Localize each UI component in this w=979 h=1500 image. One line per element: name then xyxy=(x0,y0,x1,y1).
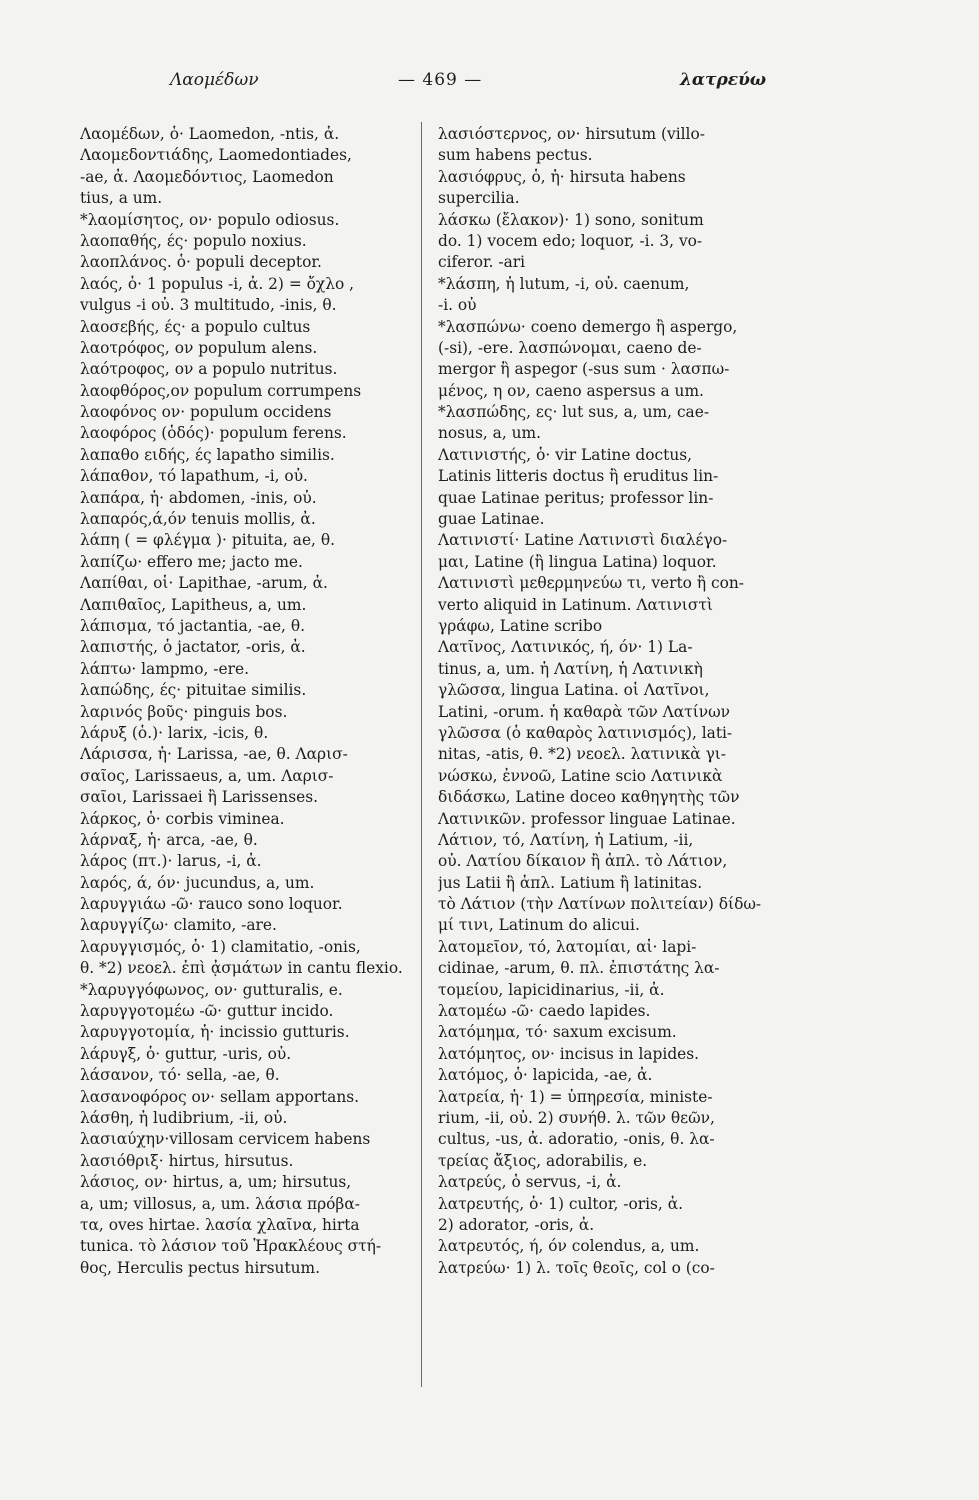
entry-line: *λασπώδης, ες· lut sus, a, um, cae- xyxy=(438,403,710,422)
page-number: — 469 — xyxy=(398,70,483,90)
entry-line: λαπαρός,ά,όν tenuis mollis, ἀ. xyxy=(80,510,316,529)
entry-line: Λατῖνος, Λατινικός, ή, όν· 1) La- xyxy=(438,638,693,657)
entry-line: λαπαθο ειδής, ές lapatho similis. xyxy=(80,445,335,464)
entry-line: λατρεύω· 1) λ. τοῖς θεοῖς, col o (co- xyxy=(438,1258,715,1277)
entry-line: λάσιος, ον· hirtus, a, um; hirsutus, xyxy=(80,1173,352,1192)
entry-line: λαπιστής, ὁ jactator, -oris, ἀ. xyxy=(80,638,306,657)
entry-line: λαότροφος, ον a populo nutritus. xyxy=(80,360,338,379)
entry-line: λαρυγγοτομία, ἡ· incissio gutturis. xyxy=(80,1023,350,1042)
entry-line: λάσθη, ἡ ludibrium, -ii, οὐ. xyxy=(80,1108,288,1127)
entry-line: Λατινιστὶ μεθερμηνεύω τι, verto ἢ con- xyxy=(438,574,744,593)
entry-line: tius, a um. xyxy=(80,189,163,208)
entry-line: Λαομεδοντιάδης, Laomedontiades, xyxy=(80,146,352,165)
entry-line: mergor ἢ aspegor (-sus sum · λασπω- xyxy=(438,360,730,379)
entry-line: λασανοφόρος ον· sellam apportans. xyxy=(80,1087,360,1106)
entry-line: Latini, -orum. ἡ καθαρὰ τῶν Λατίνων xyxy=(438,702,730,721)
entry-line: λαρινός βοῦς· pinguis bos. xyxy=(80,702,288,721)
entry-line: λαοσεβής, ές· a populo cultus xyxy=(80,317,311,336)
entry-line: λάρος (πτ.)· larus, -i, ἀ. xyxy=(80,852,262,871)
entry-line: λατρευτός, ή, όν colendus, a, um. xyxy=(438,1237,700,1256)
entry-line: (-si), -ere. λασπώνομαι, caeno de- xyxy=(438,338,702,357)
entry-line: Λαπιθαῖος, Lapitheus, a, um. xyxy=(80,595,307,614)
entry-line: 2) adorator, -oris, ἀ. xyxy=(438,1215,595,1234)
entry-line: λάσανον, τό· sella, -ae, θ. xyxy=(80,1066,280,1085)
entry-line: λατόμημα, τό· saxum excisum. xyxy=(438,1023,677,1042)
entry-line: Λατινικῶν. professor linguae Latinae. xyxy=(438,809,736,828)
entry-line: supercilia. xyxy=(438,189,520,208)
entry-line: λαοφθόρος,ον populum corrumpens xyxy=(80,381,362,400)
entry-line: Λατινιστί· Latine Λατινιστὶ διαλέγο- xyxy=(438,531,728,550)
entry-line: *λαρυγγόφωνος, ον· gutturalis, e. xyxy=(80,980,343,999)
entry-line: guae Latinae. xyxy=(438,510,545,529)
entry-line: jus Latii ἢ ἁπλ. Latium ἢ latinitas. xyxy=(438,873,703,892)
entry-line: μί τινι, Latinum do alicui. xyxy=(438,916,640,935)
entry-line: λαρυγγοτομέω -ῶ· guttur incido. xyxy=(80,1002,334,1021)
entry-line: γλῶσσα, lingua Latina. οἱ Λατῖνοι, xyxy=(438,681,710,700)
entry-line: λαρυγγιάω -ῶ· rauco sono loquor. xyxy=(80,895,343,914)
entry-line: λάσκω (ἔλακον)· 1) sono, sonitum xyxy=(438,210,704,229)
entry-line: λατομεῖον, τό, λατομίαι, αἱ· lapi- xyxy=(438,937,697,956)
entry-line: -i. οὐ xyxy=(438,296,477,315)
entry-line: λατομέω -ῶ· caedo lapides. xyxy=(438,1002,651,1021)
entry-line: τα, oves hirtae. λασία χλαῖνα, hirta xyxy=(80,1215,360,1234)
entry-line: λατρεία, ἡ· 1) = ὑπηρεσία, ministe- xyxy=(438,1087,713,1106)
page-header xyxy=(0,70,979,100)
entry-line: σαῖος, Larissaeus, a, um. Λαρισ- xyxy=(80,766,334,785)
entry-line: tunica. τὸ λάσιον τοῦ Ἡρακλέους στή- xyxy=(80,1237,382,1256)
entry-line: λαοπλάνος. ὁ· populi deceptor. xyxy=(80,253,322,272)
entry-line: λάπη ( = φλέγμα )· pituita, ae, θ. xyxy=(80,531,336,550)
entry-line: λασιαύχην·villosam cervicem habens xyxy=(80,1130,371,1149)
entry-line: τομείου, lapicidinarius, -ii, ἀ. xyxy=(438,980,665,999)
entry-line: Λάτιον, τό, Λατίνη, ἡ Latium, -ii, xyxy=(438,830,694,849)
entry-line: νώσκω, ἐννοῶ, Latine scio Λατινικὰ xyxy=(438,766,723,785)
entry-line: λασιόθριξ· hirtus, hirsutus. xyxy=(80,1151,294,1170)
entry-line: λάπτω· lampmo, -ere. xyxy=(80,659,249,678)
entry-line: μαι, Latine (ἢ lingua Latina) loquor. xyxy=(438,552,717,571)
entry-line: λαοφόρος (ὁδός)· populum ferens. xyxy=(80,424,347,443)
right-column xyxy=(438,124,836,1279)
entry-line: Λαπίθαι, οἱ· Lapithae, -arum, ἀ. xyxy=(80,574,328,593)
entry-line: λαοπαθής, ές· populo noxius. xyxy=(80,231,307,250)
entry-line: Λαομέδων, ὁ· Laomedon, -ntis, ἀ. xyxy=(80,125,340,143)
entry-line: -ae, ἀ. Λαομεδόντιος, Laomedon xyxy=(80,167,334,186)
entry-line: λαός, ὁ· 1 populus -i, ἀ. 2) = ὄχλο , xyxy=(80,274,355,293)
entry-line: a, um; villosus, a, um. λάσια πρόβα- xyxy=(80,1194,360,1213)
entry-line: λαπάρα, ἡ· abdomen, -inis, οὐ. xyxy=(80,488,317,507)
entry-line: quae Latinae peritus; professor lin- xyxy=(438,488,714,507)
entry-line: rium, -ii, οὐ. 2) συνήθ. λ. τῶν θεῶν, xyxy=(438,1108,715,1127)
entry-line: διδάσκω, Latine doceo καθηγητὴς τῶν xyxy=(438,788,740,807)
entry-line: μένος, η ον, caeno aspersus a um. xyxy=(438,381,704,400)
entry-line: nitas, -atis, θ. *2) νεοελ. λατινικὰ γι- xyxy=(438,745,727,764)
entry-line: Latinis litteris doctus ἢ eruditus lin- xyxy=(438,467,719,486)
entry-line: λασιόστερνος, ον· hirsutum (villo- xyxy=(438,125,705,143)
entry-line: *λαομίσητος, ον· populo odiosus. xyxy=(80,210,340,229)
entry-line: λαοφόνος ον· populum occidens xyxy=(80,403,332,422)
entry-line: λαρός, ά, όν· jucundus, a, um. xyxy=(80,873,315,892)
entry-line: θος, Herculis pectus hirsutum. xyxy=(80,1258,321,1277)
entry-line: tinus, a, um. ἡ Λατίνη, ἡ Λατινικὴ xyxy=(438,659,703,678)
entry-line: sum habens pectus. xyxy=(438,146,593,165)
entry-line: τρείας ἄξιος, adorabilis, e. xyxy=(438,1151,648,1170)
entry-line: λαρυγγισμός, ὁ· 1) clamitatio, -onis, xyxy=(80,937,361,956)
entry-line: οὐ. Λατίου δίκαιον ἢ ἁπλ. τὸ Λάτιον, xyxy=(438,852,728,871)
column-divider xyxy=(421,122,422,1387)
entry-line: λαπίζω· effero me; jacto me. xyxy=(80,552,303,571)
entry-line: *λάσπη, ἡ lutum, -i, οὐ. caenum, xyxy=(438,274,690,293)
entry-line: nosus, a, um. xyxy=(438,424,542,443)
entry-line: verto aliquid in Latinum. Λατινιστὶ xyxy=(438,595,713,614)
entry-line: vulgus -i οὐ. 3 multitudo, -inis, θ. xyxy=(80,296,337,315)
entry-line: λατόμητος, ον· incisus in lapides. xyxy=(438,1044,700,1063)
entry-line: θ. *2) νεοελ. ἐπὶ ᾀσμάτων in cantu flexio. xyxy=(80,959,403,978)
entry-line: Λάρισσα, ἡ· Larissa, -ae, θ. Λαρισ- xyxy=(80,745,348,764)
left-column xyxy=(80,124,410,1279)
entry-line: λάπισμα, τό jactantia, -ae, θ. xyxy=(80,616,305,635)
entry-line: λάρυξ (ὁ.)· larix, -icis, θ. xyxy=(80,723,269,742)
entry-line: γράφω, Latine scribo xyxy=(438,616,603,635)
entry-line: λατρευτής, ὁ· 1) cultor, -oris, ἀ. xyxy=(438,1194,683,1213)
entry-line: cidinae, -arum, θ. πλ. ἐπιστάτης λα- xyxy=(438,959,720,978)
entry-line: λάρκος, ὁ· corbis viminea. xyxy=(80,809,285,828)
entry-line: λάπαθον, τό lapathum, -i, οὐ. xyxy=(80,467,308,486)
entry-line: τὸ Λάτιον (τὴν Λατίνων πολιτείαν) δίδω- xyxy=(438,895,762,914)
entry-line: λαπώδης, ές· pituitae similis. xyxy=(80,681,307,700)
entry-line: λάρναξ, ἡ· arca, -ae, θ. xyxy=(80,830,258,849)
entry-line: λατρεύς, ὁ servus, -i, ἀ. xyxy=(438,1173,622,1192)
entry-line: λασιόφρυς, ὁ, ἡ· hirsuta habens xyxy=(438,167,686,186)
entry-line: λαοτρόφος, ον populum alens. xyxy=(80,338,318,357)
entry-line: Λατινιστής, ὁ· vir Latine doctus, xyxy=(438,445,693,464)
entry-line: *λασπώνω· coeno demergo ἢ aspergo, xyxy=(438,317,738,336)
header-right-guide-word: λατρεύω xyxy=(680,70,767,90)
entry-line: γλῶσσα (ὁ καθαρὸς λατινισμός), lati- xyxy=(438,723,733,742)
entry-line: do. 1) vocem edo; loquor, -i. 3, vo- xyxy=(438,231,703,250)
entry-line: λάρυγξ, ὁ· guttur, -uris, οὐ. xyxy=(80,1044,292,1063)
entry-line: λαρυγγίζω· clamito, -are. xyxy=(80,916,277,935)
header-left-guide-word: Λαομέδων xyxy=(170,70,259,90)
entry-line: σαῖοι, Larissaei ἢ Larissenses. xyxy=(80,788,318,807)
entry-line: λατόμος, ὁ· lapicida, -ae, ἀ. xyxy=(438,1066,653,1085)
entry-line: cultus, -us, ἀ. adoratio, -onis, θ. λα- xyxy=(438,1130,715,1149)
entry-line: ciferor. -ari xyxy=(438,253,526,272)
